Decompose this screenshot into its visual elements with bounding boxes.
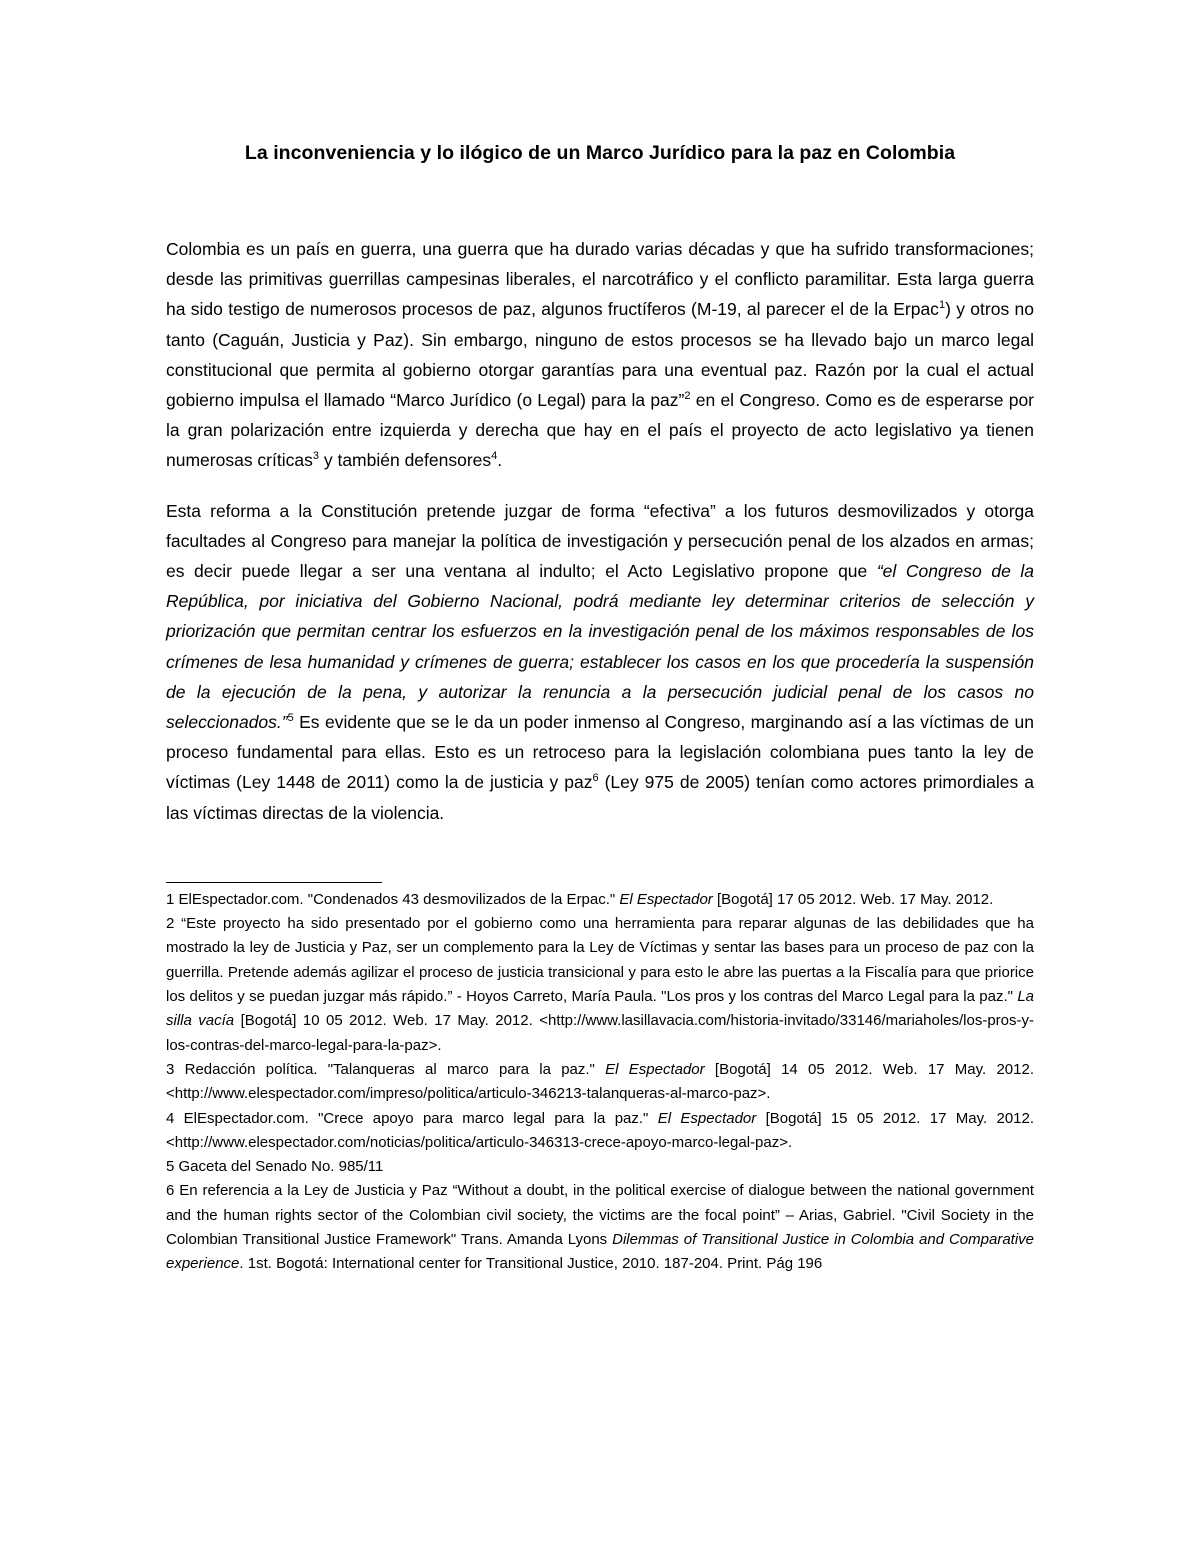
footnote-6 — [166, 1179, 1034, 1276]
footnote-4 — [166, 1107, 1034, 1156]
footnote-ref-2[interactable]: 2 — [684, 390, 691, 403]
paragraph-1 — [166, 234, 1034, 476]
paragraph-2 — [166, 496, 1034, 828]
paragraph-text: Colombia es un país en guerra, una guerra que ha durado varias décadas y que ha sufrido transformaciones; desde las primitivas guerrillas campesinas liberales, el narcotráfico y el conflicto paramilitar. Esta larga guerra ha sido testigo de numerosos procesos de paz, algunos fructíferos (M-19, al parecer el de la Erpac — [166, 239, 1034, 320]
footnote-text: [Bogotá] 15 05 2012. 17 May. 2012. <http://www.elespectador.com/noticias/politica/articulo-346313-crece-apoyo-marco-legal-paz>. — [166, 1109, 1035, 1151]
footnote-5 — [166, 1155, 1034, 1179]
footnote-text: 5 Gaceta del Senado No. 985/11 — [166, 1158, 384, 1176]
legislative-quote: “el Congreso de la República, por iniciativa del Gobierno Nacional, podrá mediante ley determinar criterios de selección y priorización que permitan centrar los esfuerzos en la investigación penal de los máximos responsables de los crímenes de lesa humanidad y crímenes de guerra; establecer los casos en los que procedería la suspensión de la ejecución de la pena, y autorizar la renuncia a la persecución judicial penal de los casos no seleccionados.” — [166, 561, 1034, 733]
paragraph-text: en el Congreso. Como es de esperarse por la gran polarización entre izquierda y derecha que hay en el país el proyecto de acto legislativo ya tienen numerosas críticas — [166, 390, 1035, 471]
footnote-ref-5[interactable]: 5 — [287, 712, 294, 725]
footnote-separator — [166, 882, 382, 883]
footnotes — [166, 888, 1034, 1277]
document-body — [166, 234, 1034, 828]
footnote-source: La silla vacía — [166, 988, 1034, 1030]
footnote-ref-3[interactable]: 3 — [312, 450, 319, 463]
paragraph-text: Esta reforma a la Constitución pretende juzgar de forma “efectiva” a los futuros desmovilizados y otorga facultades al Congreso para manejar la política de investigación y persecución penal de los alzados en armas; es decir puede llegar a ser una ventana al indulto; el Acto Legislativo propone que — [166, 500, 1034, 582]
paragraph-text: ) y otros no tanto (Caguán, Justicia y Paz). Sin embargo, ninguno de estos procesos se ha llevado bajo un marco legal constitucional que permita al gobierno otorgar garantías para una eventual paz. Razón por la cual el actual gobierno impulsa el llamado “Marco Jurídico (o Legal) para la paz” — [166, 299, 1034, 411]
footnote-text: 2 “Este proyecto ha sido presentado por el gobierno como una herramienta para reparar algunas de las debilidades que ha mostrado la ley de Justicia y Paz, ser un complemento para la Ley de Víctimas y sentar las bases para un proceso de paz con la guerrilla. Pretende además agilizar el proceso de justicia transicional y para esto le abre las puertas a la Fiscalía para que priorice los delitos y se puedan juzgar más rápido.” - Hoyos Carreto, María Paula. "Los pros y los contras del Marco Legal para la paz." — [166, 915, 1034, 1006]
footnote-text: . 1st. Bogotá: International center for Transitional Justice, 2010. 187-204. Print. Pág 196 — [239, 1255, 823, 1273]
footnote-text: 1 ElEspectador.com. "Condenados 43 desmovilizados de la Erpac." — [166, 890, 620, 908]
footnote-text: [Bogotá] 10 05 2012. Web. 17 May. 2012. <http://www.lasillavacia.com/historia-invitado/33146/mariaholes/los-pros-y-los-contras-del-marco-legal-para-la-paz>. — [166, 1012, 1035, 1054]
footnote-ref-6[interactable]: 6 — [592, 772, 599, 785]
footnote-text: 3 Redacción política. "Talanqueras al marco para la paz." — [166, 1060, 606, 1078]
footnote-text: 6 En referencia a la Ley de Justicia y Paz “Without a doubt, in the political exercise of dialogue between the national government and the human rights sector of the Colombian civil society, the victims are the focal point” – Arias, Gabriel. "Civil Society in the Colombian Transitional Justice Framework" Trans. Amanda Lyons — [166, 1182, 1034, 1249]
footnote-ref-4[interactable]: 4 — [491, 450, 498, 463]
paragraph-text: Es evidente que se le da un poder inmenso al Congreso, marginando así a las víctimas de un proceso fundamental para ellas. Esto es un retroceso para la legislación colombiana pues tanto la ley de víctimas (Ley 1448 de 2011) como la de justicia y paz — [166, 712, 1034, 793]
footnote-source: Dilemmas of Transitional Justice in Colombia and Comparative experience — [166, 1231, 1035, 1273]
footnote-text: [Bogotá] 17 05 2012. Web. 17 May. 2012. — [712, 890, 994, 908]
footnote-source: El Espectador — [657, 1109, 757, 1127]
footnote-1 — [166, 888, 1034, 912]
paragraph-text: y también defensores — [318, 450, 492, 471]
footnote-text: [Bogotá] 14 05 2012. Web. 17 May. 2012. <http://www.elespectador.com/impreso/politica/articulo-346213-talanqueras-al-marco-paz>. — [166, 1060, 1034, 1103]
footnote-source: El Espectador — [619, 890, 713, 908]
footnote-source: El Espectador — [605, 1060, 705, 1078]
footnote-text: 4 ElEspectador.com. "Crece apoyo para marco legal para la paz." — [166, 1109, 658, 1127]
paragraph-text: . — [497, 450, 503, 471]
footnote-ref-1[interactable]: 1 — [938, 299, 946, 312]
footnote-2 — [166, 912, 1034, 1058]
paragraph-text: (Ley 975 de 2005) tenían como actores primordiales a las víctimas directas de la violencia. — [166, 772, 1034, 823]
footnote-3 — [166, 1058, 1034, 1107]
page-title: La inconveniencia y lo ilógico de un Marco Jurídico para la paz en Colombia — [244, 142, 956, 164]
